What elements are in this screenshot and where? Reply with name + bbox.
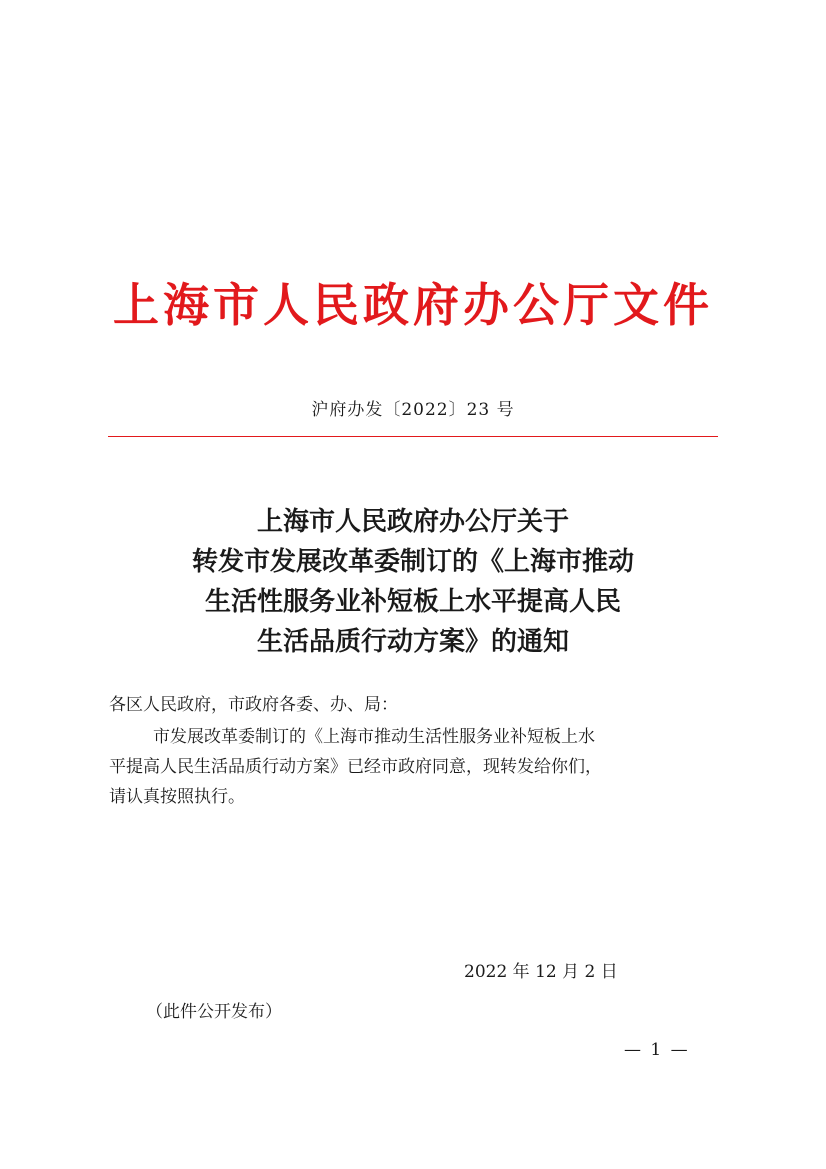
notice-title-line-1: 上海市人民政府办公厅关于 xyxy=(256,507,569,537)
document-number: 沪府办发〔2022〕23 号 xyxy=(311,400,515,420)
page-number: — 1 — xyxy=(624,1040,690,1060)
notice-body xyxy=(109,722,719,812)
issue-date: 2022 年 12 月 2 日 xyxy=(464,962,618,982)
notice-title-line-2: 转发市发展改革委制订的《上海市推动 xyxy=(191,547,634,577)
body-line-3: 请认真按照执行。 xyxy=(109,787,245,807)
red-separator-line xyxy=(108,436,718,437)
body-line-2: 平提高人民生活品质行动方案》已经市政府同意，现转发给你们， xyxy=(109,757,602,777)
body-line-1: 市发展改革委制订的《上海市推动生活性服务业补短板上水 xyxy=(153,727,595,747)
notice-title-line-3: 生活性服务业补短板上水平提高人民 xyxy=(204,587,621,617)
notice-title xyxy=(120,502,706,662)
notice-title-line-4: 生活品质行动方案》的通知 xyxy=(256,627,569,657)
issuing-authority-header: 上海市人民政府办公厅文件 xyxy=(113,278,713,332)
publication-note: （此件公开发布） xyxy=(146,1002,282,1022)
salutation: 各区人民政府，市政府各委、办、局： xyxy=(109,695,398,715)
